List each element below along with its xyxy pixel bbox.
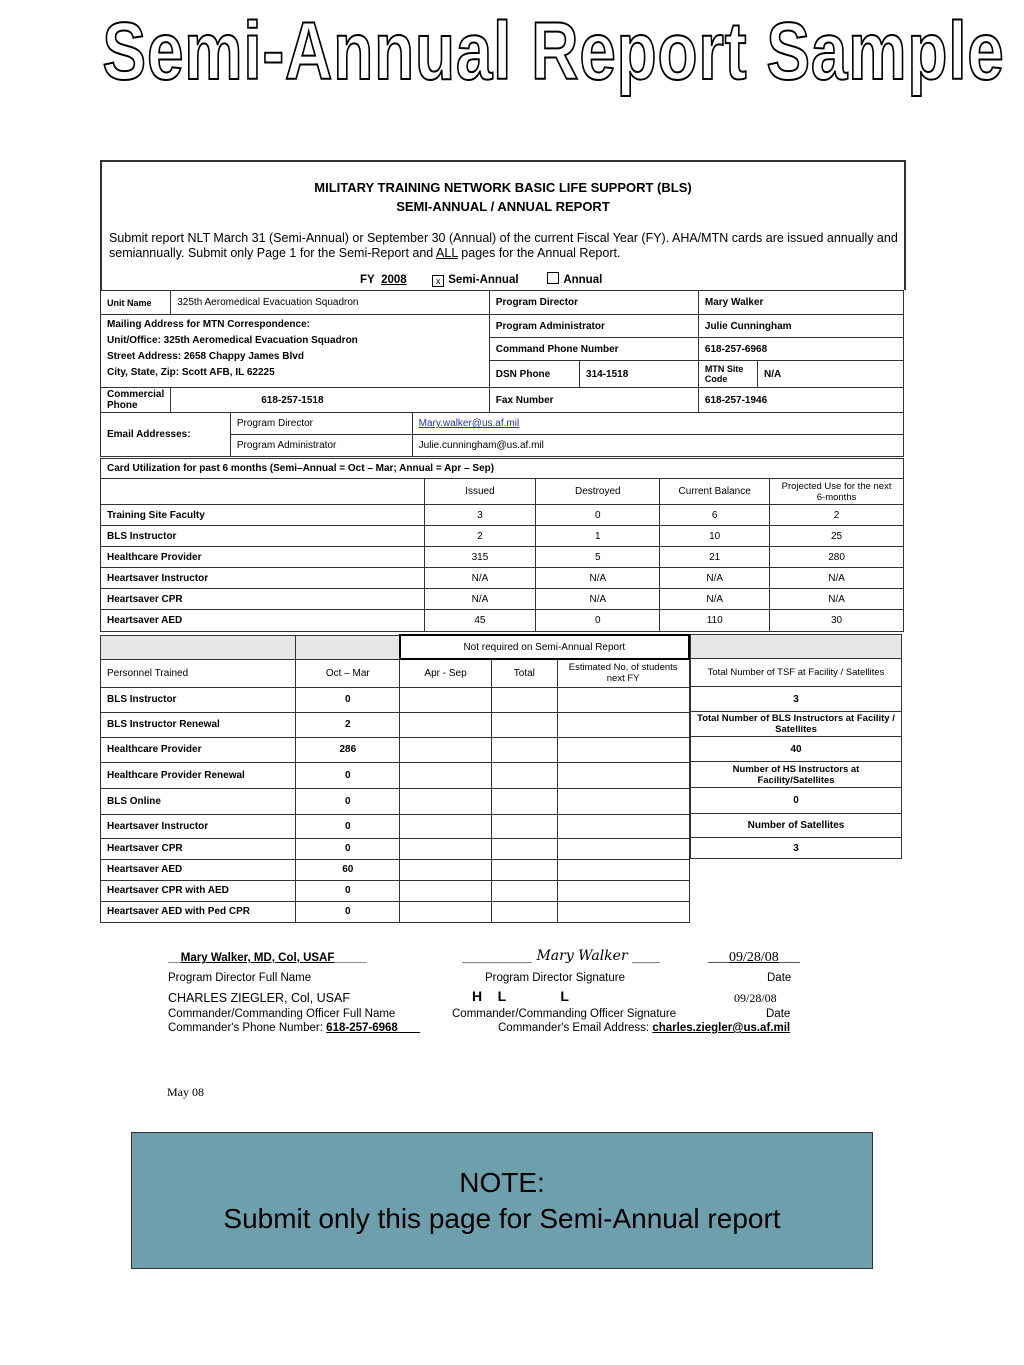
note-box xyxy=(131,1132,873,1269)
email-pd-label: Program Director xyxy=(230,413,412,435)
comm-label: Commercial Phone xyxy=(101,388,171,413)
email-pa-label: Program Administrator xyxy=(230,435,412,457)
cmd-phone-label: Command Phone Number xyxy=(489,338,698,361)
cmd-email-line: Commander's Email Address: charles.ziegler@us.af.mil xyxy=(498,1022,791,1034)
form-subtitle: SEMI-ANNUAL / ANNUAL REPORT xyxy=(396,199,610,214)
bls-report-form xyxy=(100,160,906,920)
table-row: Heartsaver AED 60 xyxy=(101,859,690,880)
comm-value: 618-257-1518 xyxy=(171,388,490,413)
personnel-header-shade xyxy=(296,635,400,659)
personnel-header-shade xyxy=(101,635,296,659)
personnel-header: Estimated No. of students next FY xyxy=(557,659,689,687)
summary-label: Total Number of BLS Instructors at Facility / Satellites xyxy=(691,712,902,737)
summary-label: Number of Satellites xyxy=(691,814,902,838)
pd-name-label: Program Director Full Name xyxy=(168,972,312,984)
cmd-phone-value: 618-257-6968 xyxy=(698,338,903,361)
summary-header-shade xyxy=(691,635,902,659)
note-title: NOTE: xyxy=(459,1166,545,1198)
instructions: Submit report NLT March 31 (Semi-Annual) or September 30 (Annual) of the current Fiscal Year (FY). AHA/MTN cards are issued annually and semiannually. Submit only Page 1 for the Semi-Report and ALL pages for the Annual Report. xyxy=(109,231,898,260)
annual-checkbox[interactable] xyxy=(547,272,559,284)
date2-label: Date xyxy=(766,1008,791,1020)
table-row: Heartsaver CPR with AED 0 xyxy=(101,880,690,901)
page-title: Semi-Annual Report Sample xyxy=(102,6,1005,97)
table-row: Healthcare Provider Renewal 0 xyxy=(101,762,690,788)
card-utilization-table xyxy=(100,458,904,632)
table-row: Heartsaver AED 45 0 110 30 xyxy=(101,610,904,632)
table-row: Healthcare Provider 286 xyxy=(101,737,690,762)
cmd-phone-line: Commander's Phone Number: 618-257-6968 xyxy=(168,1022,398,1034)
pd-full-name: __Mary Walker, MD, Col, USAF_____ xyxy=(168,952,367,964)
card-header: Projected Use for the next 6-months xyxy=(770,479,904,505)
pd-value: Mary Walker xyxy=(698,291,903,315)
card-title: Card Utilization for past 6 months (Semi–Annual = Oct – Mar; Annual = Apr – Sep) xyxy=(101,459,904,479)
mailing-address: Mailing Address for MTN Correspondence: Unit/Office: 325th Aeromedical Evacuation Squadron Street Address: 2658 Chappy James Blvd City, State, Zip: Scott AFB, IL 62225 xyxy=(101,315,490,388)
commander-name: CHARLES ZIEGLER, Col, USAF xyxy=(168,991,350,1005)
pa-value: Julie Cunningham xyxy=(698,315,903,338)
unit-value: 325th Aeromedical Evacuation Squadron xyxy=(171,291,490,315)
summary-value: 3 xyxy=(691,838,902,859)
pa-label: Program Administrator xyxy=(489,315,698,338)
date-1: ___09/28/08___ xyxy=(708,950,800,965)
card-header-blank xyxy=(101,479,425,505)
fy-value: 2008 xyxy=(381,274,407,286)
semi-annual-checkbox[interactable]: x xyxy=(432,275,444,287)
email-pa-value: Julie.cunningham@us.af.mil xyxy=(412,435,903,457)
date-label: Date xyxy=(767,972,792,984)
pd-signature: __________ Mary Walker ____ xyxy=(462,948,661,964)
table-row: Heartsaver Instructor N/A N/A N/A N/A xyxy=(101,568,904,589)
cmd-name-label: Commander/Commanding Officer Full Name xyxy=(168,1008,396,1020)
commander-signature: H L L xyxy=(472,988,569,1004)
table-row: Healthcare Provider 315 5 21 280 xyxy=(101,547,904,568)
email-pd-value[interactable]: Mary.walker@us.af.mil xyxy=(412,413,903,435)
card-header: Issued xyxy=(424,479,536,505)
table-row: Training Site Faculty 3 0 6 2 xyxy=(101,505,904,526)
pd-sig-label: Program Director Signature xyxy=(485,972,625,984)
table-row: BLS Instructor 0 xyxy=(101,687,690,712)
summary-value: 0 xyxy=(691,788,902,814)
summary-value: 40 xyxy=(691,737,902,762)
email-label: Email Addresses: xyxy=(101,413,231,457)
table-row: Heartsaver Instructor 0 xyxy=(101,814,690,838)
personnel-header: Oct – Mar xyxy=(296,659,400,687)
fax-value: 618-257-1946 xyxy=(698,388,903,413)
table-row: BLS Instructor Renewal 2 xyxy=(101,712,690,737)
dsn-value: 314-1518 xyxy=(580,361,699,388)
not-required-note: Not required on Semi-Annual Report xyxy=(400,635,689,659)
table-row: Heartsaver CPR 0 xyxy=(101,838,690,859)
fy-line: FY 2008 x Semi-Annual Annual xyxy=(360,274,603,286)
email-table xyxy=(100,412,904,457)
personnel-header: Personnel Trained xyxy=(101,659,296,687)
summary-value: 3 xyxy=(691,687,902,712)
table-row: Heartsaver CPR N/A N/A N/A N/A xyxy=(101,589,904,610)
personnel-table xyxy=(100,634,690,923)
date-2: 09/28/08 xyxy=(734,991,777,1005)
cmd-sig-label: Commander/Commanding Officer Signature xyxy=(452,1008,677,1020)
summary-label: Total Number of TSF at Facility / Satellites xyxy=(691,659,902,687)
facility-summary-table xyxy=(690,634,902,859)
personnel-header: Apr - Sep xyxy=(400,659,492,687)
table-row: BLS Online 0 xyxy=(101,788,690,814)
card-header: Destroyed xyxy=(536,479,660,505)
unit-label: Unit Name xyxy=(101,291,171,315)
site-label: MTN Site Code xyxy=(698,361,757,388)
table-row: BLS Instructor 2 1 10 25 xyxy=(101,526,904,547)
card-header: Current Balance xyxy=(660,479,770,505)
site-value: N/A xyxy=(758,361,904,388)
table-row: Heartsaver AED with Ped CPR 0 xyxy=(101,901,690,922)
dsn-label: DSN Phone xyxy=(489,361,579,388)
note-text: Submit only this page for Semi-Annual report xyxy=(223,1202,781,1234)
personnel-header: Total xyxy=(491,659,557,687)
fax-label: Fax Number xyxy=(489,388,698,413)
summary-label: Number of HS Instructors at Facility/Satellites xyxy=(691,762,902,788)
info-table xyxy=(100,290,904,413)
footer-date: May 08 xyxy=(167,1085,204,1099)
form-title: MILITARY TRAINING NETWORK BASIC LIFE SUPPORT (BLS) xyxy=(314,180,692,195)
pd-label: Program Director xyxy=(489,291,698,315)
